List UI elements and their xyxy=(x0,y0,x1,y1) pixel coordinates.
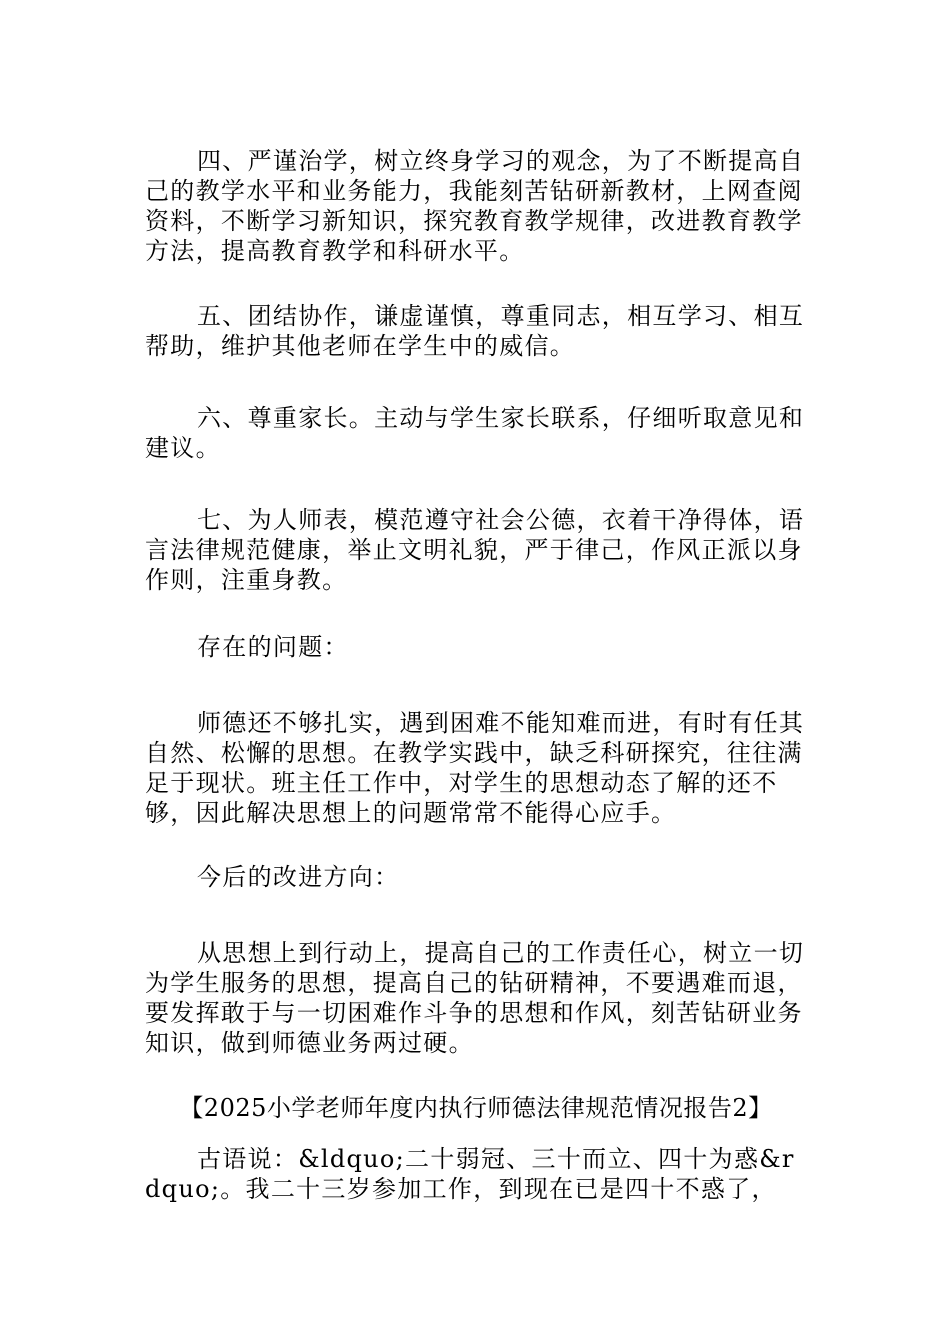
paragraph-five: 五、团结协作，谦虚谨慎，尊重同志，相互学习、相互帮助，维护其他老师在学生中的威信。 xyxy=(145,302,805,360)
paragraph-four: 四、严谨治学，树立终身学习的观念，为了不断提高自己的教学水平和业务能力，我能刻苦钻研新教材，上网查阅资料，不断学习新知识，探究教育教学规律，改进教育教学方法，提高教育教学和科研水平。 xyxy=(145,147,805,265)
improvement-heading: 今后的改进方向： xyxy=(197,863,400,891)
problems-paragraph: 师德还不够扎实，遇到困难不能知难而进，有时有任其自然、松懈的思想。在教学实践中，缺乏科研探究，往往满足于现状。班主任工作中，对学生的思想动态了解的还不够，因此解决思想上的问题常常不能得心应手。 xyxy=(145,709,805,827)
intro-paragraph: 古语说：&ldquo;二十弱冠、三十而立、四十为惑&rdquo;。我二十三岁参加工作，到现在已是四十不惑了， xyxy=(145,1145,795,1203)
paragraph-seven: 七、为人师表，模范遵守社会公德，衣着干净得体，语言法律规范健康，举止文明礼貌，严于律己，作风正派以身作则，注重身教。 xyxy=(145,506,805,594)
improvement-paragraph: 从思想上到行动上，提高自己的工作责任心，树立一切为学生服务的思想，提高自己的钻研精神，不要遇难而退，要发挥敢于与一切困难作斗争的思想和作风，刻苦钻研业务知识，做到师德业务两过硬。 xyxy=(145,939,805,1057)
section-title: 【2025小学老师年度内执行师德法律规范情况报告2】 xyxy=(179,1094,773,1122)
paragraph-six: 六、尊重家长。主动与学生家长联系，仔细听取意见和建议。 xyxy=(145,404,805,462)
problems-heading: 存在的问题： xyxy=(197,633,349,661)
